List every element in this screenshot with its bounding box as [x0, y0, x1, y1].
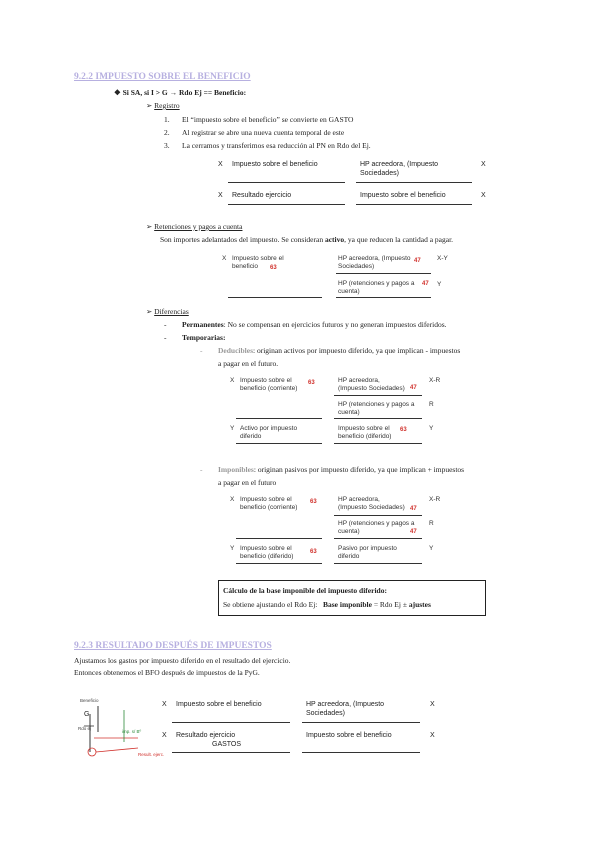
retenciones-text: [160, 235, 453, 245]
reg-line-1r: [356, 182, 472, 183]
bullet-text: Si SA, si I > G → Rdo Ej == Beneficio:: [122, 88, 247, 97]
imponibles-text1: : originan pasivos por impuesto diferido, ya que implican + impuestos: [253, 465, 465, 474]
ded-line-l2: [236, 443, 322, 444]
imp-b-r-mark: Y: [429, 545, 434, 552]
ret-r1-mark: X-Y: [437, 255, 448, 262]
registro-item-2: Al registrar se abre una nueva cuenta temporal de este: [182, 128, 345, 137]
res-line-2r: [302, 752, 420, 753]
ret-r2-code: 47: [422, 281, 429, 287]
imp-b-r: Pasivo por impuesto diferido: [338, 545, 397, 560]
ded-a-r1-mark: X-R: [429, 377, 441, 384]
ret-line-r1: [336, 273, 431, 274]
res-line-2l: [172, 752, 290, 753]
sketch-g: G: [84, 711, 90, 718]
ded-a-r1: HP acreedora, (Impuesto Sociedades): [338, 377, 405, 392]
reg-r1-right-mark: X: [481, 161, 486, 168]
imponibles-line1: [218, 465, 464, 475]
calc-title: Cálculo de la base imponible del impuesto diferido:: [223, 586, 387, 595]
ded-a-r1-code: 47: [410, 385, 417, 391]
diamond-bullet-icon: ❖: [114, 88, 123, 97]
s923-p1: Ajustamos los gastos por impuesto diferido en el resultado del ejercicio.: [74, 656, 291, 665]
sketch-label2: Result. ejerc.: [138, 752, 165, 757]
ded-a-r2-mark: R: [429, 401, 434, 408]
ded-a-code: 63: [308, 380, 315, 386]
res-r2-left: Resultado ejercicio: [176, 732, 236, 739]
imp-a-r2: HP (retenciones y pagos a cuenta): [338, 520, 415, 535]
ded-a-left: Impuesto sobre el beneficio (corriente): [240, 377, 298, 392]
imp-a-r2-mark: R: [429, 520, 434, 527]
perm-dash: -: [164, 320, 167, 329]
sketch-top: Beneficio: [80, 698, 99, 703]
ded-b-left: Activo por impuesto diferido: [240, 425, 298, 440]
retenciones-heading-text: Retenciones y pagos a cuenta: [154, 222, 243, 231]
permanentes-bold: Permanentes: [182, 320, 224, 329]
imp-a-r1-code: 47: [410, 506, 417, 512]
imp-b-left: Impuesto sobre el beneficio (diferido): [240, 545, 294, 560]
reg-line-1l: [228, 182, 345, 183]
calc-line-b: = Rdo Ej ±: [371, 600, 409, 609]
deducibles-text1: : originan activos por impuesto diferido, ya que implican - impuestos: [253, 346, 461, 355]
registro-item-3: La cerramos y transferimos esa reducción al PN en Rdo del Ej.: [182, 141, 371, 150]
ret-line-r2: [336, 297, 431, 298]
imp-line-r3: [334, 563, 422, 564]
base-imponible-box: [218, 580, 486, 616]
imp-line-r1: [334, 515, 422, 516]
ded-b-r-mark: Y: [429, 425, 434, 432]
arrow-bullet-icon: ➢: [146, 222, 155, 231]
calc-bold-1: Base imponible: [322, 600, 372, 609]
imp-a-left: Impuesto sobre el beneficio (corriente): [240, 496, 298, 511]
registro-heading-text: Registro: [154, 101, 180, 110]
res-r2-note: GASTOS: [212, 741, 242, 748]
registro-num-3: 3.: [164, 141, 170, 150]
ret-left-mark: X: [222, 255, 227, 262]
reg-r2-right: Impuesto sobre el beneficio: [360, 192, 446, 199]
imp-dash: -: [200, 465, 203, 474]
reg-line-2l: [228, 204, 345, 205]
registro-num-1: 1.: [164, 115, 170, 124]
res-r2-right: Impuesto sobre el beneficio: [306, 732, 392, 739]
res-r1-left: Impuesto sobre el beneficio: [176, 701, 262, 708]
arrow-bullet-icon: ➢: [146, 101, 155, 110]
ded-line-r1: [334, 395, 422, 396]
section-title-923: 9.2.3 RESULTADO DESPUÉS DE IMPUESTOS: [74, 641, 272, 651]
ret-r2-mark: Y: [437, 281, 442, 288]
ret-r1: HP acreedora, (Impuesto Sociedades): [338, 255, 411, 270]
reg-r2-left-mark: X: [218, 192, 223, 199]
imp-a-r1-mark: X-R: [429, 496, 441, 503]
reg-line-2r: [356, 204, 472, 205]
ded-a-r2: HP (retenciones y pagos a cuenta): [338, 401, 415, 416]
res-r2-mark: X: [162, 732, 167, 739]
reg-r2-left: Resultado ejercicio: [232, 192, 292, 199]
imp-a-mark: X: [230, 496, 235, 503]
ret-r1-code: 47: [414, 258, 421, 264]
imp-line-l2: [236, 563, 322, 564]
s923-p2: Entonces obtenemos el BFO después de impuestos de la PyG.: [74, 668, 260, 677]
res-line-1l: [172, 722, 290, 723]
imp-a-r2-code: 47: [410, 529, 417, 535]
temp-dash: -: [164, 333, 167, 342]
retenciones-text-a: Son importes adelantados del impuesto. Se consideran: [160, 235, 325, 244]
bullet-line: [114, 88, 246, 98]
temporarias-label: Temporarias:: [182, 333, 226, 342]
registro-item-1: El “impuesto sobre el beneficio” se convierte en GASTO: [182, 115, 354, 124]
imponibles-label: Imponibles: [218, 465, 254, 474]
res-r1-mark: X: [162, 701, 167, 708]
reg-r2-right-mark: X: [481, 192, 486, 199]
res-line-1r: [302, 722, 420, 723]
ded-a-mark: X: [230, 377, 235, 384]
imp-b-code: 63: [310, 549, 317, 555]
sketch-label1: imp. s/ Bº: [122, 729, 142, 734]
ded-line-r3: [334, 443, 422, 444]
imp-line-r2: [334, 538, 422, 539]
arrow-bullet-icon: ➢: [146, 307, 155, 316]
permanentes-text: : No se compensan en ejercicios futuros y no generan impuestos diferidos.: [223, 320, 447, 329]
imponibles-line2: a pagar en el futuro: [218, 478, 277, 487]
imp-a-r1: HP acreedora, (Impuesto Sociedades): [338, 496, 405, 511]
res-r1-right: HP acreedora, (Impuesto Sociedades): [306, 701, 385, 717]
deducibles-line1: [218, 346, 460, 356]
calc-line-a: Se obtiene ajustando el Rdo Ej:: [223, 600, 318, 609]
imp-b-mark: Y: [230, 545, 235, 552]
ded-b-mark: Y: [230, 425, 235, 432]
permanentes-line: [182, 320, 447, 330]
ret-left: Impuesto sobre el beneficio: [232, 255, 284, 270]
ded-dash: -: [200, 346, 203, 355]
section-title-922: 9.2.2 IMPUESTO SOBRE EL BENEFICIO: [74, 72, 251, 82]
reg-r1-left: Impuesto sobre el beneficio: [232, 161, 318, 168]
ded-line-l1: [236, 418, 322, 419]
retenciones-text-bold: activo: [324, 235, 345, 244]
calc-bold-2: ajustes: [408, 600, 431, 609]
res-r1-right-mark: X: [430, 701, 435, 708]
ret-r2: HP (retenciones y pagos a cuenta): [338, 280, 415, 295]
imp-a-code: 63: [310, 499, 317, 505]
imp-line-l1: [236, 538, 322, 539]
reg-r1-left-mark: X: [218, 161, 223, 168]
sketch-bottom: Rdo ej: [78, 726, 92, 731]
diferencias-heading-text: Diferencias: [154, 307, 189, 316]
retenciones-text-b: , ya que reducen la cantidad a pagar.: [344, 235, 454, 244]
ded-line-r2: [334, 418, 422, 419]
ded-b-code: 63: [400, 427, 407, 433]
res-r2-right-mark: X: [430, 732, 435, 739]
diferencias-heading: [146, 307, 189, 317]
ret-left-code: 63: [270, 265, 277, 271]
ret-line-l: [228, 297, 322, 298]
ded-b-r: Impuesto sobre el beneficio (diferido): [338, 425, 392, 440]
deducibles-line2: a pagar en el futuro.: [218, 359, 279, 368]
reg-r1-right: HP acreedora, (Impuesto Sociedades): [360, 161, 439, 177]
deducibles-label: Deducibles: [218, 346, 254, 355]
registro-num-2: 2.: [164, 128, 170, 137]
registro-heading: [146, 101, 180, 111]
calc-line: [223, 600, 431, 610]
retenciones-heading: [146, 222, 242, 232]
